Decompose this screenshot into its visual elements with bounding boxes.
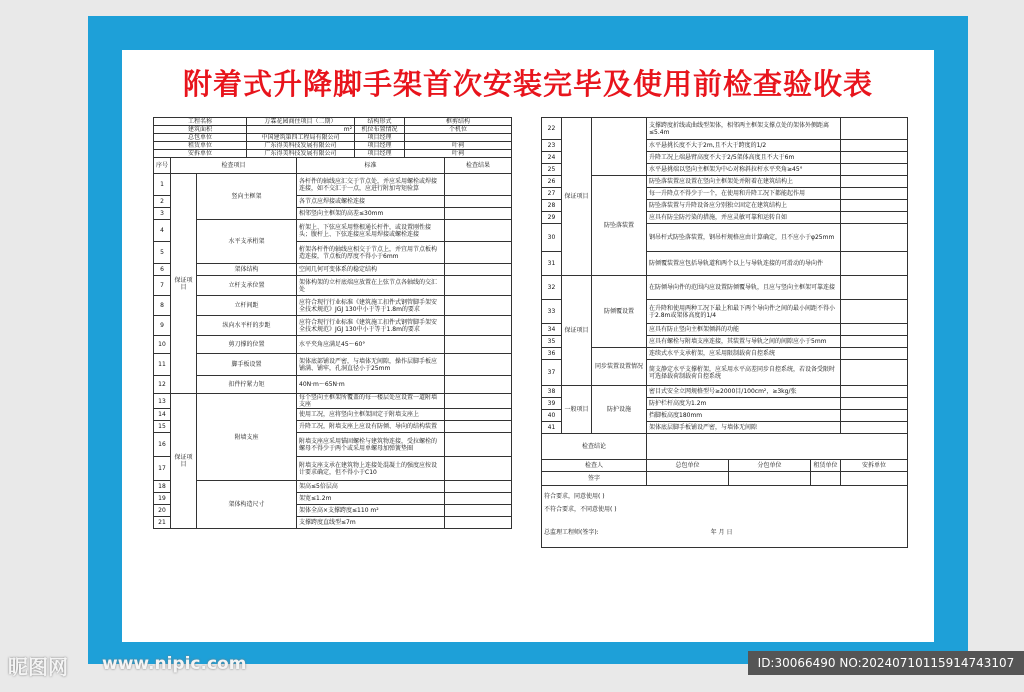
pm-label-3: 项目经理	[355, 150, 405, 158]
project-name: 万霖花园商住项目（二期）	[247, 118, 355, 126]
row-no: 25	[542, 164, 562, 176]
row-standard: 架高≤5倍层高	[297, 481, 445, 493]
item-horizontal-truss: 水平支承桁架	[197, 220, 297, 264]
item-sync: 同步装置设置情况	[592, 348, 647, 386]
row-result[interactable]	[445, 276, 512, 296]
supervisor-label: 总监理工程师(签字):	[544, 529, 599, 536]
row-result[interactable]	[445, 481, 512, 493]
row-no: 7	[154, 276, 171, 296]
row-no: 22	[542, 118, 562, 140]
row-standard: 升降工况上端悬臂高度不大于2/5架体高度且不大于6m	[647, 152, 841, 164]
row-result[interactable]	[841, 188, 908, 200]
row-no: 40	[542, 410, 562, 422]
row-no: 38	[542, 386, 562, 398]
row-standard: 在升降和使用两种工况下最上和最下两个导向件之间的最小间距不得小于2.8m或架体高度的1/4	[647, 300, 841, 324]
group-guarantee-right-1: 保证项目	[562, 118, 592, 276]
row-no: 36	[542, 348, 562, 360]
row-standard: 连续式水平支承桁架，应采用限制载荷自控系统	[647, 348, 841, 360]
row-no: 1	[154, 174, 171, 196]
item-anti-tilt: 防倾覆设置	[592, 276, 647, 348]
row-result[interactable]	[445, 174, 512, 196]
row-standard: 应具有防尘防污染的措施，并应灵敏可靠和运转自如	[647, 212, 841, 224]
row-result[interactable]	[841, 410, 908, 422]
row-standard: 水平悬挑端以竖向主框架为中心对称斜拉杆水平夹角≥45°	[647, 164, 841, 176]
row-standard: 简支静定水平支撑桁架，应采用水平高差同步自控系统，若设备受限时可选择载荷制载荷自控系统	[647, 360, 841, 386]
row-result[interactable]	[445, 336, 512, 354]
row-result[interactable]	[841, 152, 908, 164]
item-structure: 架体结构	[197, 264, 297, 276]
row-no: 6	[154, 264, 171, 276]
row-result[interactable]	[841, 300, 908, 324]
row-standard: 各杆件的轴线应汇交于节点处，并应采用螺栓或焊接连接，如不交汇于一点，应进行附加弯矩验算	[297, 174, 445, 196]
row-standard: 桁架各杆件的轴线应相交于节点上，并宜用节点板构造连接，节点板的厚度不得小于6mm	[297, 242, 445, 264]
install-unit-sign[interactable]	[841, 472, 908, 486]
row-standard: 每一升降点不得少于一个，在使用和升降工况下都能起作用	[647, 188, 841, 200]
row-no: 37	[542, 360, 562, 386]
row-standard: 防坠落装置应设置在竖向主框架处并附着在建筑结构上	[647, 176, 841, 188]
row-no: 23	[542, 140, 562, 152]
row-result[interactable]	[445, 354, 512, 376]
row-no: 33	[542, 300, 562, 324]
lease-label: 租赁单位	[154, 142, 247, 150]
row-result[interactable]	[445, 264, 512, 276]
nipic-logo: 昵图网	[8, 655, 68, 679]
general-value: 中国建筑第四工程局有限公司	[247, 134, 355, 142]
row-standard: 应具有防止竖向主框架倾斜的功能	[647, 324, 841, 336]
row-no: 10	[154, 336, 171, 354]
pass-line: 符合要求，同意使用( )	[544, 493, 605, 500]
row-no: 9	[154, 316, 171, 336]
general-unit-label: 总包单位	[647, 460, 729, 472]
item-frame-size: 架体构造尺寸	[197, 481, 297, 529]
row-standard: 支撑跨度直线型≤7m	[297, 517, 445, 529]
row-standard: 每个竖向主框架所覆盖的每一楼层处应设置一道附墙支座	[297, 394, 445, 409]
area-unit: m²	[247, 126, 355, 134]
row-standard: 使用工况，应将竖向主框架固定于附墙支座上	[297, 409, 445, 421]
row-no: 24	[542, 152, 562, 164]
row-standard: 水平夹角应满足45～60°	[297, 336, 445, 354]
row-result[interactable]	[841, 118, 908, 140]
row-result[interactable]	[445, 394, 512, 409]
conclusion-field[interactable]	[647, 434, 908, 460]
pm-label-1: 项目经理	[355, 134, 405, 142]
row-no: 19	[154, 493, 171, 505]
row-result[interactable]	[841, 276, 908, 300]
row-result[interactable]	[445, 376, 512, 394]
col-standard: 标准	[297, 158, 445, 174]
row-result[interactable]	[445, 493, 512, 505]
row-standard: 防护栏杆高度为1.2m	[647, 398, 841, 410]
row-result[interactable]	[841, 164, 908, 176]
general-label: 总包单位	[154, 134, 247, 142]
row-no: 13	[154, 394, 171, 409]
row-no: 41	[542, 422, 562, 434]
right-inspection-table	[541, 117, 908, 548]
row-standard: 桁架上、下弦应采用整根通长杆件，或设置刚性接头；腹杆上、下弦连接应采用焊接或螺栓连接	[297, 220, 445, 242]
row-standard: 相邻竖向主框架的高差≤30mm	[297, 208, 445, 220]
approval-block	[542, 486, 908, 548]
layout-label: 机位布置情况	[355, 126, 405, 134]
group-general: 一般项目	[562, 386, 592, 434]
row-no: 2	[154, 196, 171, 208]
row-result[interactable]	[445, 433, 512, 457]
row-no: 4	[154, 220, 171, 242]
sub-unit-sign[interactable]	[729, 472, 811, 486]
row-standard: 40N·m～65N·m	[297, 376, 445, 394]
row-standard: 应具有螺栓与附墙支座连接，其装置与导轨之间的间隙应小于5mm	[647, 336, 841, 348]
row-no: 32	[542, 276, 562, 300]
row-no: 3	[154, 208, 171, 220]
sign-label: 签字	[542, 472, 647, 486]
layout-value: 个机位	[405, 126, 512, 134]
row-result[interactable]	[841, 360, 908, 386]
row-standard: 升降工况，附墙支座上应设有防倾、导向的结构装置	[297, 421, 445, 433]
row-no: 28	[542, 200, 562, 212]
item-wall-support: 附墙支座	[197, 394, 297, 481]
row-no: 16	[154, 433, 171, 457]
item-protection: 防护设施	[592, 386, 647, 434]
row-no: 18	[154, 481, 171, 493]
row-no: 17	[154, 457, 171, 481]
row-no: 26	[542, 176, 562, 188]
row-result[interactable]	[445, 505, 512, 517]
row-result[interactable]	[841, 176, 908, 188]
row-no: 14	[154, 409, 171, 421]
row-result[interactable]	[445, 457, 512, 481]
row-standard: 防坠落装置与升降设备应分别独立固定在建筑结构上	[647, 200, 841, 212]
row-result[interactable]	[445, 220, 512, 242]
row-no: 15	[154, 421, 171, 433]
row-standard: 架体构架的立杆底端应放置在上弦节点各轴线的交汇处	[297, 276, 445, 296]
row-no: 34	[542, 324, 562, 336]
item-scaffold-board: 脚手板设置	[197, 354, 297, 376]
pm-value-1	[405, 134, 512, 142]
row-standard: 空间几何可变体系的稳定结构	[297, 264, 445, 276]
row-result[interactable]	[841, 422, 908, 434]
row-standard: 附墙支座支承在建筑物上连接处混凝土的强度应按设计要求确定，但不得小于C10	[297, 457, 445, 481]
row-standard: 架体底部铺设严密，与墙体无间隙，操作层脚手板应铺满、铺牢，孔洞直径小于25mm	[297, 354, 445, 376]
row-no: 5	[154, 242, 171, 264]
row-result[interactable]	[841, 224, 908, 252]
project-name-label: 工程名称	[154, 118, 247, 126]
area-label: 建筑面积	[154, 126, 247, 134]
item-anti-fall: 防坠落装置	[592, 176, 647, 276]
row-standard: 在防倾导向件的范围内应设置防倾覆导轨，且应与竖向主框架可靠连接	[647, 276, 841, 300]
item-brace-angle: 剪刀撑的位置	[197, 336, 297, 354]
watermark-id: ID:30066490 NO:20240710115914743107	[748, 651, 1024, 675]
row-result[interactable]	[445, 242, 512, 264]
row-result[interactable]	[445, 296, 512, 316]
row-standard: 支撑跨度折线或曲线型架体，相邻两主框架支撑点处的架体外侧距离≤5.4m	[647, 118, 841, 140]
item-horizontal-step: 纵向水平杆的步距	[197, 316, 297, 336]
row-no: 21	[154, 517, 171, 529]
row-result[interactable]	[445, 409, 512, 421]
row-no: 35	[542, 336, 562, 348]
row-result[interactable]	[841, 386, 908, 398]
lease-value: 广东得美科技发展有限公司	[247, 142, 355, 150]
row-standard: 钢吊杆式防坠落装置，钢吊杆规格应由计算确定，且不应小于φ25mm	[647, 224, 841, 252]
item-vertical-frame: 竖向主框架	[197, 174, 297, 220]
row-result[interactable]	[841, 212, 908, 224]
row-standard: 应符合现行行业标准《建筑施工扣件式钢管脚手架安全技术规范》JGJ 130中小于等于1.8m的要求	[297, 296, 445, 316]
row-standard: 架体底层脚手板铺设严密，与墙体无间隙	[647, 422, 841, 434]
row-result[interactable]	[445, 196, 512, 208]
col-no: 序号	[154, 158, 171, 174]
conclusion-label: 检查结论	[542, 434, 647, 460]
row-no: 39	[542, 398, 562, 410]
row-result[interactable]	[841, 398, 908, 410]
fail-line: 不符合要求，不同意使用( )	[544, 506, 617, 513]
row-no: 12	[154, 376, 171, 394]
qual-value-2: 叶祠	[405, 150, 512, 158]
row-standard: 附墙支座应采用锚固螺栓与建筑物连接，受拉螺栓的螺母不得少于两个或采用单螺母加弹簧垫圈	[297, 433, 445, 457]
row-standard: 水平悬挑长度不大于2m,且不大于跨度的1/2	[647, 140, 841, 152]
nipic-url: www.nipic.com	[102, 654, 247, 674]
item-torque: 扣件拧紧力矩	[197, 376, 297, 394]
row-no: 11	[154, 354, 171, 376]
lease-unit-sign[interactable]	[811, 472, 841, 486]
row-no: 8	[154, 296, 171, 316]
supervisor-line	[544, 526, 905, 539]
row-result[interactable]	[841, 252, 908, 276]
row-result[interactable]	[841, 200, 908, 212]
install-value: 广东得美科技发展有限公司	[247, 150, 355, 158]
item-pole-position: 立杆支承位置	[197, 276, 297, 296]
row-result[interactable]	[841, 336, 908, 348]
structure-value: 框剪结构	[405, 118, 512, 126]
row-standard: 密目式安全立网规格型号≥2000目/100cm²，≥3kg/张	[647, 386, 841, 398]
qual-value-1: 叶祠	[405, 142, 512, 150]
general-unit-sign[interactable]	[647, 472, 729, 486]
install-label: 安拆单位	[154, 150, 247, 158]
row-result[interactable]	[445, 421, 512, 433]
item-pole-spacing: 立杆间距	[197, 296, 297, 316]
col-item: 检查项目	[171, 158, 297, 174]
row-result[interactable]	[841, 348, 908, 360]
row-result[interactable]	[445, 316, 512, 336]
row-no: 30	[542, 224, 562, 252]
row-no: 20	[154, 505, 171, 517]
inspector-label: 检查人	[542, 460, 647, 472]
install-unit-label: 安拆单位	[841, 460, 908, 472]
lease-unit-label: 租赁单位	[811, 460, 841, 472]
left-inspection-table	[153, 117, 512, 529]
date-label: 年 月 日	[710, 529, 733, 536]
row-standard: 各节点应焊接或螺栓连接	[297, 196, 445, 208]
col-result: 检查结果	[445, 158, 512, 174]
row-no: 27	[542, 188, 562, 200]
row-result[interactable]	[841, 324, 908, 336]
row-result[interactable]	[445, 208, 512, 220]
pm-label-2: 项目经理	[355, 142, 405, 150]
row-standard: 架体全高×支撑跨度≤110 m²	[297, 505, 445, 517]
sub-unit-label: 分包单位	[729, 460, 811, 472]
group-guarantee-left-1: 保证项目	[171, 174, 197, 394]
group-guarantee-left-2: 保证项目	[171, 394, 197, 529]
row-standard: 防倾覆装置应包括导轨道和两个以上与导轨连接的可滑动的导向件	[647, 252, 841, 276]
item-blank	[592, 118, 647, 176]
row-standard: 架宽≤1.2m	[297, 493, 445, 505]
row-standard: 挡脚板高度180mm	[647, 410, 841, 422]
group-guarantee-right-2: 保证项目	[562, 276, 592, 386]
structure-label: 结构形式	[355, 118, 405, 126]
document-title: 附着式升降脚手架首次安装完毕及使用前检查验收表	[182, 67, 873, 101]
row-standard: 应符合现行行业标准《建筑施工扣件式钢管脚手架安全技术规范》JGJ 130中小于等于1.8m的要求	[297, 316, 445, 336]
row-result[interactable]	[841, 140, 908, 152]
row-no: 31	[542, 252, 562, 276]
row-result[interactable]	[445, 517, 512, 529]
row-no: 29	[542, 212, 562, 224]
